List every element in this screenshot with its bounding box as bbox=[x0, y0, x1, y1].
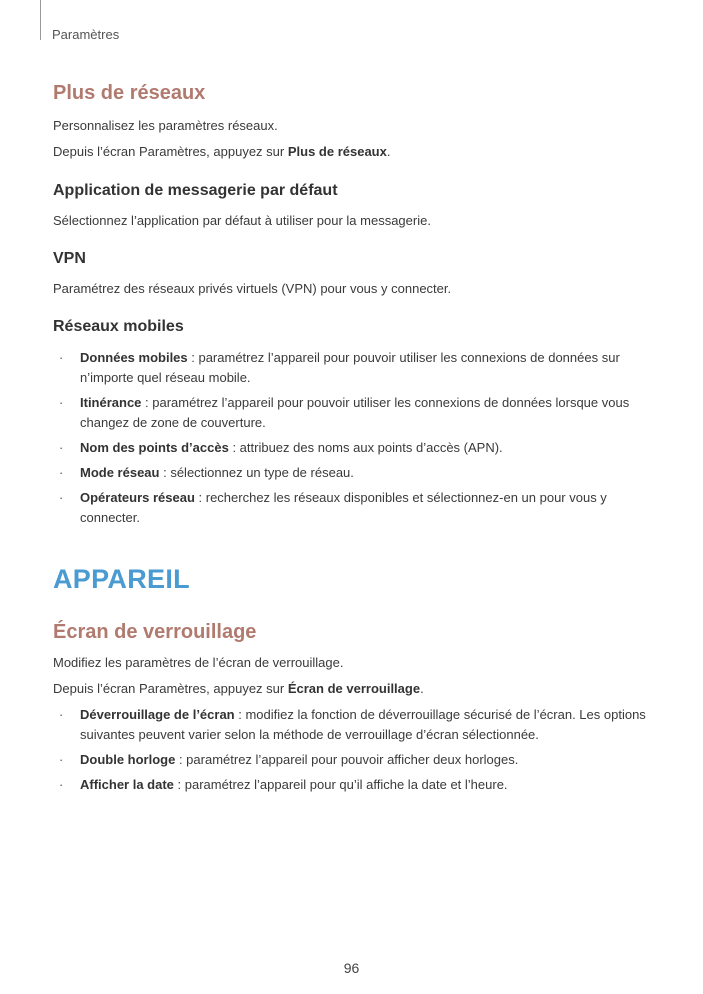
item-desc: : paramétrez l’appareil pour pouvoir afficher deux horloges. bbox=[175, 752, 519, 767]
section-title-lock-screen: Écran de verrouillage bbox=[53, 621, 257, 643]
list-item bbox=[53, 750, 653, 770]
item-desc: : paramétrez l’appareil pour pouvoir utiliser les connexions de données sur n’importe quel réseau mobile. bbox=[80, 350, 620, 385]
item-desc: : attribuez des noms aux points d’accès (APN). bbox=[228, 440, 503, 455]
item-term: Déverrouillage de l’écran bbox=[80, 707, 235, 722]
path-prefix: Depuis l’écran Paramètres, appuyez sur bbox=[53, 681, 288, 696]
path-prefix: Depuis l’écran Paramètres, appuyez sur bbox=[53, 144, 288, 159]
item-term: Nom des points d’accès bbox=[80, 440, 229, 455]
page-number: 96 bbox=[343, 960, 360, 976]
item-term: Afficher la date bbox=[80, 777, 174, 792]
subsection-title-mobile: Réseaux mobiles bbox=[53, 318, 184, 335]
subsection-title-vpn: VPN bbox=[53, 250, 86, 267]
list-item bbox=[53, 348, 653, 388]
margin-rule bbox=[40, 0, 41, 40]
item-term: Double horloge bbox=[80, 752, 176, 767]
lock-screen-list bbox=[53, 705, 653, 795]
list-item bbox=[53, 438, 653, 458]
bullet-dot: · bbox=[59, 752, 64, 767]
bullet-dot: · bbox=[59, 440, 64, 455]
path-target: Plus de réseaux bbox=[287, 144, 387, 159]
item-term: Opérateurs réseau bbox=[80, 490, 195, 505]
more-networks-intro: Personnalisez les paramètres réseaux. bbox=[53, 118, 278, 133]
messaging-text: Sélectionnez l’application par défaut à utiliser pour la messagerie. bbox=[53, 213, 431, 228]
lock-screen-path bbox=[53, 676, 653, 702]
path-suffix: . bbox=[420, 681, 424, 696]
item-desc: : paramétrez l’appareil pour pouvoir utiliser les connexions de données lorsque vous changez de zone de couverture. bbox=[80, 395, 630, 430]
item-term: Itinérance bbox=[80, 395, 142, 410]
item-desc: : modifiez la fonction de déverrouillage sécurisé de l’écran. Les options suivantes peuvent varier selon la méthode de verrouillage d’écran sélectionnée. bbox=[80, 707, 646, 742]
page-content bbox=[53, 80, 653, 800]
path-target: Écran de verrouillage bbox=[287, 681, 421, 696]
list-item bbox=[53, 705, 653, 745]
bullet-dot: · bbox=[59, 350, 64, 365]
running-header: Paramètres bbox=[52, 27, 120, 42]
item-desc: : paramétrez l’appareil pour qu’il affiche la date et l’heure. bbox=[173, 777, 508, 792]
item-term: Mode réseau bbox=[80, 465, 160, 480]
section-title-more-networks: Plus de réseaux bbox=[53, 82, 206, 104]
chapter-title: APPAREIL bbox=[53, 564, 190, 594]
list-item bbox=[53, 463, 653, 483]
list-item bbox=[53, 393, 653, 433]
list-item bbox=[53, 775, 653, 795]
more-networks-path bbox=[53, 139, 653, 165]
bullet-dot: · bbox=[59, 395, 64, 410]
list-item bbox=[53, 488, 653, 528]
bullet-dot: · bbox=[59, 490, 64, 505]
bullet-dot: · bbox=[59, 777, 64, 792]
item-term: Données mobiles bbox=[80, 350, 188, 365]
subsection-title-messaging: Application de messagerie par défaut bbox=[53, 182, 338, 199]
vpn-text: Paramétrez des réseaux privés virtuels (VPN) pour vous y connecter. bbox=[53, 281, 452, 296]
item-desc: : sélectionnez un type de réseau. bbox=[159, 465, 354, 480]
item-desc: : recherchez les réseaux disponibles et sélectionnez-en un pour vous y connecter. bbox=[80, 490, 607, 525]
path-suffix: . bbox=[386, 144, 391, 159]
mobile-networks-list bbox=[53, 348, 653, 528]
lock-screen-intro: Modifiez les paramètres de l’écran de verrouillage. bbox=[53, 655, 344, 670]
bullet-dot: · bbox=[59, 707, 64, 722]
bullet-dot: · bbox=[59, 465, 64, 480]
